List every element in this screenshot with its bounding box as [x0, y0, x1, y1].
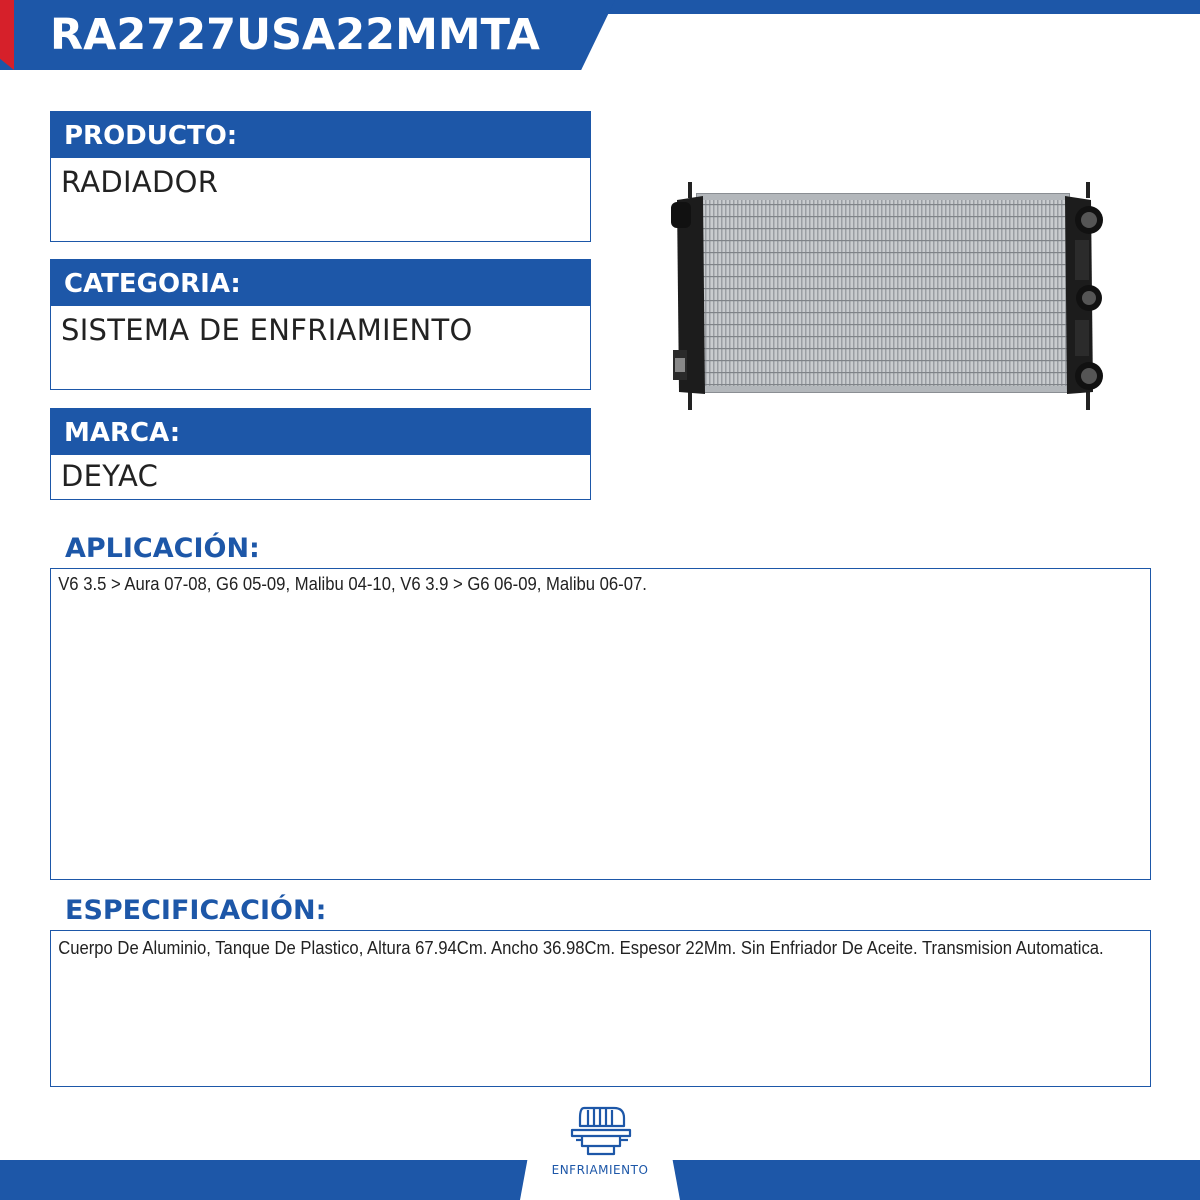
categoria-value: SISTEMA DE ENFRIAMIENTO [61, 313, 473, 347]
categoria-box [50, 259, 591, 390]
part-number-title: RA2727USA22MMTA [50, 10, 540, 60]
aplicacion-title: APLICACIÓN: [65, 533, 260, 564]
footer-category-label: ENFRIAMIENTO [551, 1163, 649, 1177]
especificacion-box [50, 930, 1151, 1087]
radiator-image [665, 180, 1115, 412]
marca-value: DEYAC [61, 459, 159, 493]
cooling-water-pump-icon [568, 1104, 634, 1160]
categoria-label: CATEGORIA: [51, 260, 590, 306]
producto-value: RADIADOR [61, 165, 219, 199]
aplicacion-box [50, 568, 1151, 880]
marca-box [50, 408, 591, 500]
marca-label: MARCA: [51, 409, 590, 455]
especificacion-title: ESPECIFICACIÓN: [65, 895, 327, 926]
producto-box [50, 111, 591, 242]
aplicacion-text: V6 3.5 > Aura 07-08, G6 05-09, Malibu 04-10, V6 3.9 > G6 06-09, Malibu 06-07. [58, 573, 647, 594]
producto-label: PRODUCTO: [51, 112, 590, 158]
header-accent [0, 0, 14, 70]
especificacion-text: Cuerpo De Aluminio, Tanque De Plastico, Altura 67.94Cm. Ancho 36.98Cm. Espesor 22Mm. Sin Enfriador De Aceite. Transmision Automatica. [58, 937, 1104, 958]
